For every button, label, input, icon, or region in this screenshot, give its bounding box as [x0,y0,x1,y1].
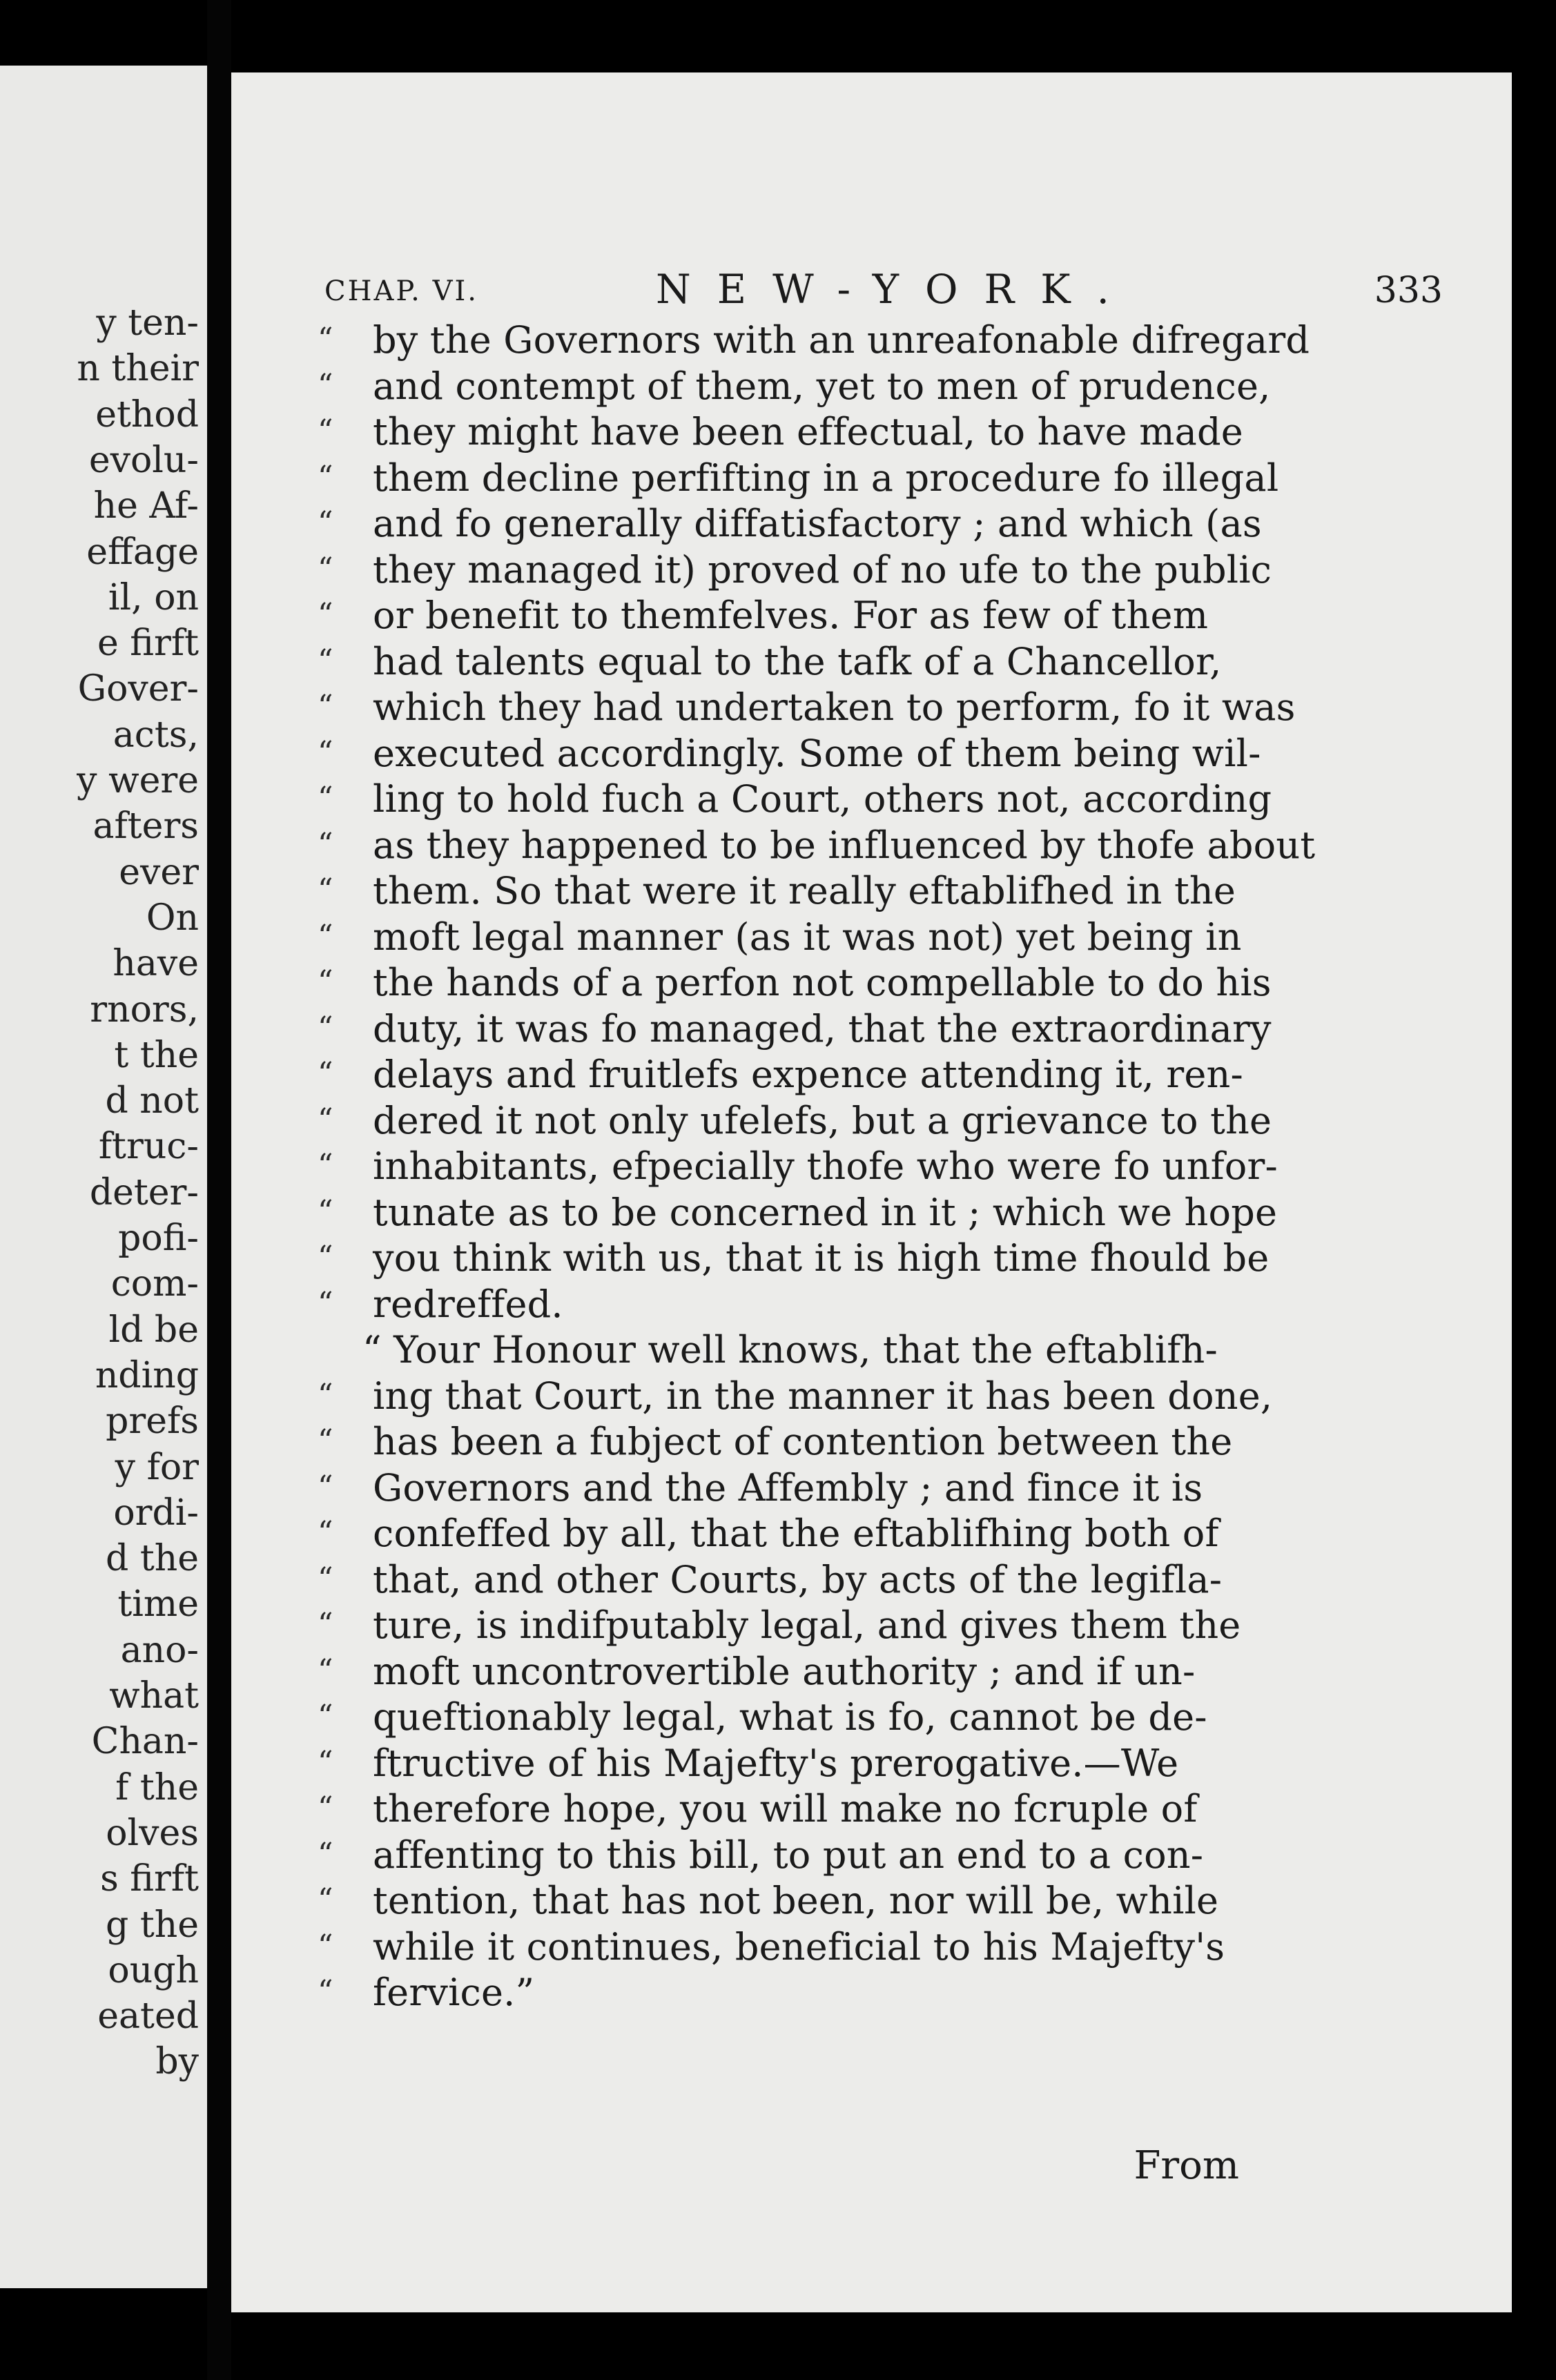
quotation-mark: “ [318,1836,333,1872]
text-line: tunate as to be concerned in it ; which we hope [373,1190,1278,1234]
text-line: they might have been effectual, to have made [373,410,1243,453]
facing-page-line: ftruc- [98,1126,199,1168]
text-line: them. So that were it really eftablifhed in the [373,869,1236,913]
quotation-mark: “ [318,597,333,632]
quotation-mark: “ [318,1469,333,1505]
text-line: executed accordingly. Some of them being wil- [373,731,1261,775]
facing-page-line: prefs [106,1401,199,1443]
text-line: ing that Court, in the manner it has been done, [373,1374,1273,1418]
facing-page-line: nding [95,1354,199,1396]
running-title: NEW-YORK. [656,266,1136,313]
facing-page-line: olves [106,1812,199,1854]
facing-page-line: acts, [113,714,199,756]
quotation-mark: “ [318,1240,333,1275]
quotation-mark: “ [318,413,333,449]
quotation-mark: “ [318,1285,333,1321]
text-line: redreffed. [373,1282,563,1326]
quotation-mark: “ [318,1102,333,1138]
quotation-mark: “ [318,1928,333,1964]
text-line: delays and fruitlefs expence attending it, ren- [373,1053,1243,1096]
quotation-mark: “ [318,781,333,816]
text-line: and fo generally diffatisfactory ; and which (as [373,502,1262,545]
facing-page-line: pofi- [118,1218,199,1259]
text-line: confeffed by all, that the eftablifhing both of [373,1512,1219,1555]
facing-page-line: com- [110,1263,199,1305]
text-line: and contempt of them, yet to men of prudence, [373,364,1271,408]
text-line: “ Your Honour well knows, that the eftablifh- [362,1328,1218,1372]
quotation-mark: “ [318,643,333,679]
quotation-mark: “ [318,1607,333,1642]
facing-page-fragment [0,66,207,2288]
quotation-mark: “ [318,1148,333,1183]
facing-page-line: evolu- [88,439,199,481]
text-line: Governors and the Affembly ; and fince it is [373,1465,1203,1510]
facing-page-line: d the [106,1538,199,1580]
quotation-mark: “ [318,964,333,999]
quotation-mark: “ [318,1515,333,1550]
text-line: the hands of a perfon not compellable to do his [373,961,1272,1004]
facing-page-line: t the [114,1034,199,1076]
facing-page-line: s firft [100,1858,199,1900]
page-number: 333 [1374,270,1443,311]
facing-page-line: g the [106,1904,199,1946]
facing-page-line: rnors, [90,988,199,1031]
facing-page-line: he Af- [93,485,199,527]
facing-page-line: ever [119,851,199,893]
quotation-mark: “ [318,551,333,587]
facing-page-line: y ten- [96,302,199,344]
book-gutter [207,0,231,2380]
quotation-mark: “ [318,1974,333,2009]
facing-page-line: afters [93,806,199,848]
text-line: inhabitants, efpecially thofe who were fo unfor- [373,1144,1278,1188]
text-line: by the Governors with an unreafonable difregard [373,318,1310,362]
quotation-mark: “ [318,1791,333,1826]
text-line: ling to hold fuch a Court, others not, according [373,777,1272,821]
quotation-mark: “ [318,367,333,403]
facing-page-line: ano- [120,1629,199,1671]
quotation-mark: “ [318,1193,333,1229]
quotation-mark: “ [318,322,333,357]
facing-page-line: e firft [97,623,199,665]
text-line: ture, is indifputably legal, and gives them the [373,1603,1241,1647]
text-line: as they happened to be influenced by thofe about [373,823,1316,867]
facing-page-line: by [155,2041,199,2083]
facing-page-line: il, on [108,576,199,618]
text-line: you think with us, that it is high time fhould be [373,1236,1270,1280]
text-line: dered it not only ufelefs, but a grievance to the [373,1098,1272,1142]
facing-page-line: eated [97,1996,199,2038]
text-line: that, and other Courts, by acts of the legifla- [373,1557,1223,1601]
facing-page-line: f the [115,1766,199,1808]
quotation-mark: “ [318,1010,333,1046]
text-line: or benefit to themfelves. For as few of them [373,594,1209,637]
text-line: has been a fubject of contention between the [373,1420,1233,1463]
text-line: they managed it) proved of no ufe to the public [373,547,1272,592]
facing-page-line: deter- [89,1171,199,1213]
quotation-mark: “ [318,872,333,908]
text-line: duty, it was fo managed, that the extraordinary [373,1006,1272,1051]
facing-page-line: Gover- [77,668,199,710]
facing-page-line: ordi- [113,1492,199,1534]
quotation-mark: “ [318,459,333,495]
text-line: affenting to this bill, to put an end to a con- [373,1833,1204,1877]
text-line: while it continues, beneficial to his Majefty's [373,1924,1225,1969]
facing-page-line: On [146,897,199,939]
chapter-label: CHAP. VI. [324,275,479,307]
text-line: which they had undertaken to perform, fo it was [373,685,1296,729]
facing-page-line: y for [115,1446,199,1488]
facing-page-line: Chan- [91,1721,199,1763]
quotation-mark: “ [318,1652,333,1688]
facing-page-line: d not [105,1080,199,1122]
running-head [324,266,1443,321]
quotation-mark: “ [318,1882,333,1918]
facing-page-line: have [113,943,199,985]
quotation-mark: “ [318,918,333,954]
quotation-mark: “ [318,505,333,540]
text-line: queftionably legal, what is fo, cannot be de- [373,1695,1207,1739]
facing-page-line: time [117,1583,199,1626]
text-line: moft legal manner (as it was not) yet being in [373,915,1242,959]
facing-page-line: ethod [95,393,199,436]
quotation-mark: “ [318,1699,333,1734]
facing-page-line: ld be [108,1309,199,1351]
catchword: From [1134,2143,1239,2188]
facing-page-line: ough [108,1949,199,1991]
quotation-mark: “ [318,1744,333,1780]
quotation-mark: “ [318,1377,333,1413]
quotation-mark: “ [318,1423,333,1459]
text-line: ftructive of his Majefty's prerogative.—We [373,1741,1179,1785]
facing-page-line: y were [77,760,199,801]
quotation-mark: “ [318,1056,333,1091]
quotation-mark: “ [318,1561,333,1597]
text-line: moft uncontrovertible authority ; and if un- [373,1649,1196,1693]
text-line: tention, that has not been, nor will be, while [373,1879,1219,1922]
facing-page-line: effage [86,531,199,573]
facing-page-line: what [109,1675,199,1717]
text-line: fervice.” [373,1971,535,2014]
quotation-mark: “ [318,734,333,770]
facing-page-line: n their [77,348,199,390]
quotation-mark: “ [318,826,333,862]
book-page [231,72,1512,2312]
text-line: them decline perfifting in a procedure fo illegal [373,456,1279,500]
text-line: had talents equal to the tafk of a Chancellor, [373,639,1222,683]
quotation-mark: “ [318,689,333,724]
text-line: therefore hope, you will make no fcruple of [373,1787,1198,1831]
